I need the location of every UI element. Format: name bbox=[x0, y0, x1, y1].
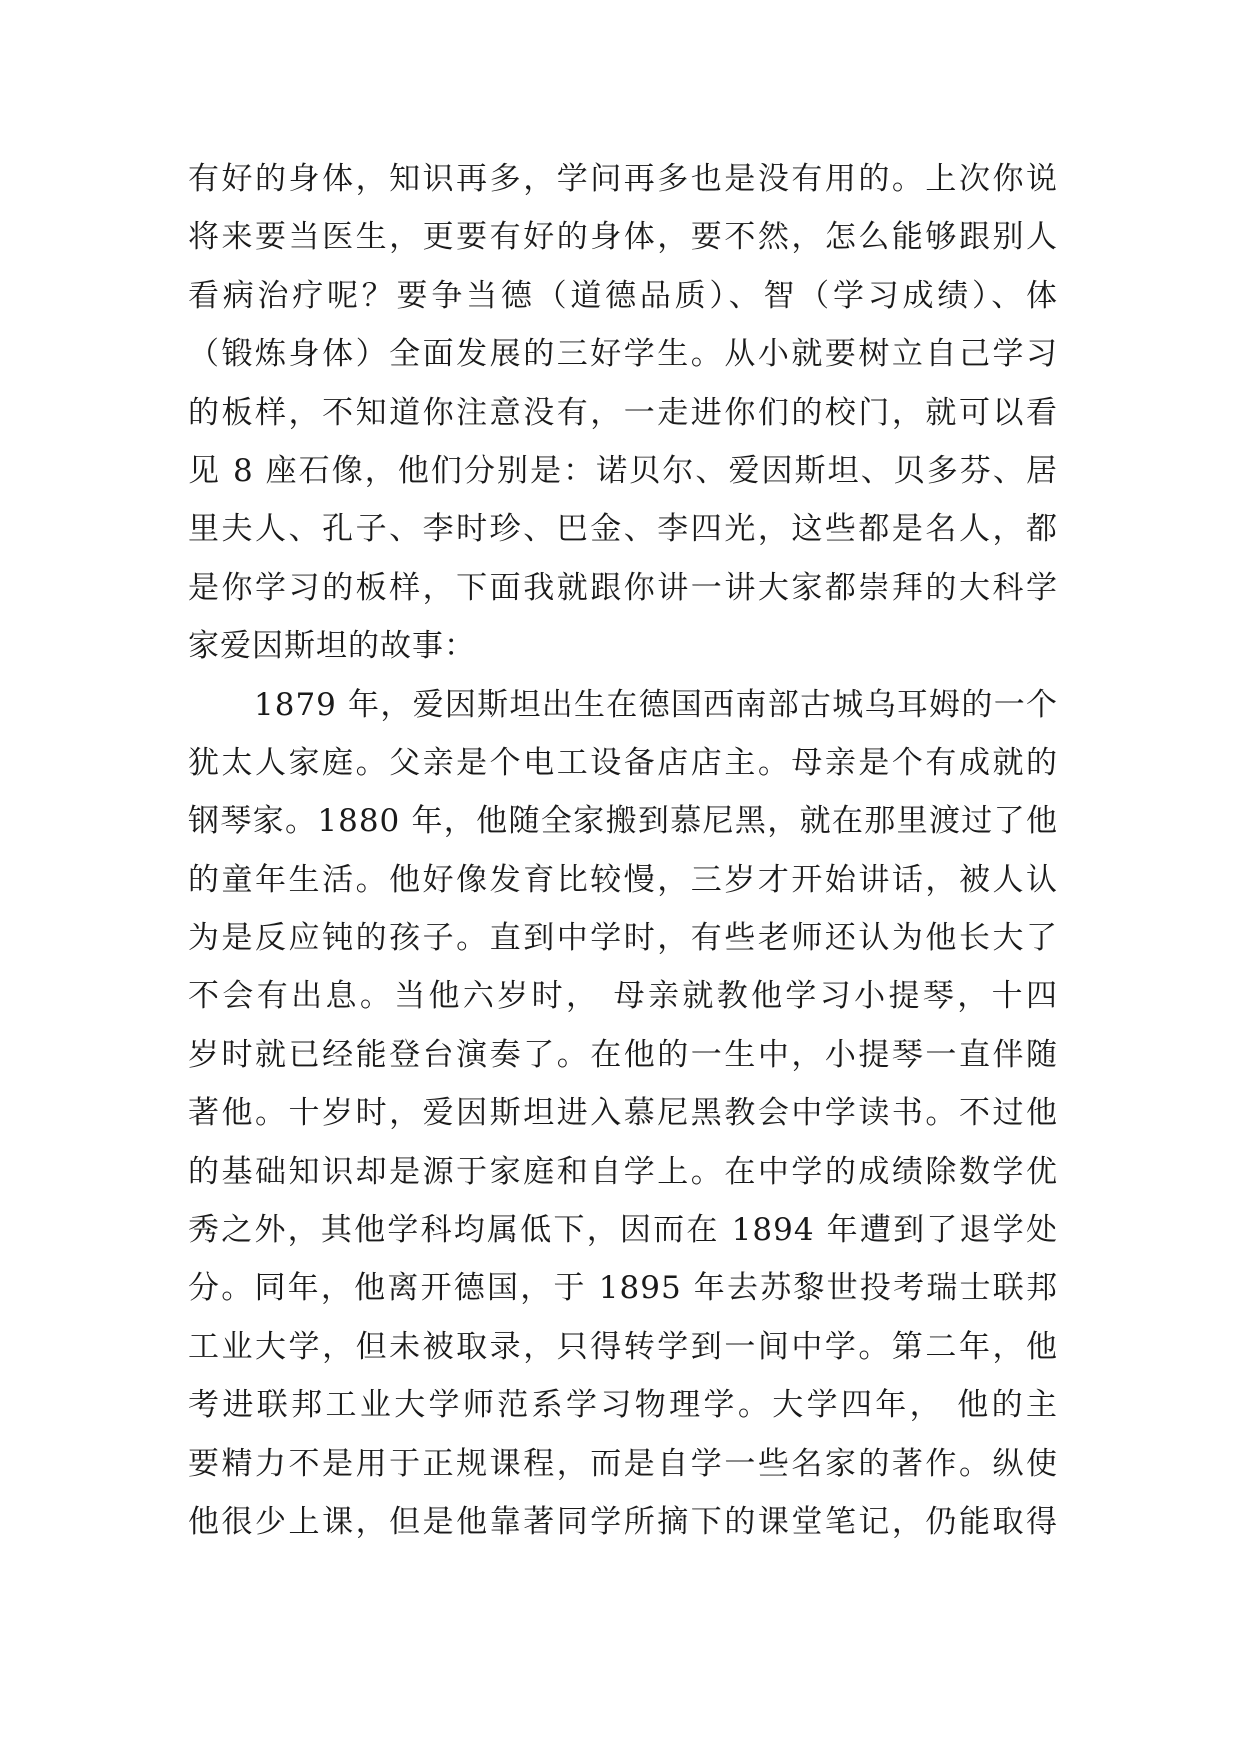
body-text bbox=[188, 150, 1058, 1551]
text-line: 钢琴家。1880 年，他随全家搬到慕尼黑，就在那里渡过了他 bbox=[188, 803, 1058, 840]
text-line: 是你学习的板样，下面我就跟你讲一讲大家都崇拜的大科学 bbox=[188, 569, 1058, 606]
text-line: 秀之外，其他学科均属低下，因而在 1894 年遭到了退学处 bbox=[188, 1212, 1058, 1249]
text-line: 岁时就已经能登台演奏了。在他的一生中，小提琴一直伴随 bbox=[188, 1036, 1058, 1073]
text-line: 将来要当医生，更要有好的身体，要不然，怎么能够跟别人 bbox=[188, 219, 1058, 256]
paragraph-first-line: 1879 年，爱因斯坦出生在德国西南部古城乌耳姆的一个 bbox=[254, 686, 1058, 723]
text-line: 犹太人家庭。父亲是个电工设备店店主。母亲是个有成就的 bbox=[188, 744, 1058, 781]
text-line: 的基础知识却是源于家庭和自学上。在中学的成绩除数学优 bbox=[188, 1153, 1058, 1190]
text-line: 考进联邦工业大学师范系学习物理学。大学四年， 他的主 bbox=[188, 1387, 1058, 1424]
text-line: 著他。十岁时，爱因斯坦进入慕尼黑教会中学读书。不过他 bbox=[188, 1095, 1058, 1132]
text-line: 家爱因斯坦的故事： bbox=[188, 628, 476, 665]
text-line: 他很少上课，但是他靠著同学所摘下的课堂笔记，仍能取得 bbox=[188, 1503, 1058, 1540]
text-line: （锻炼身体）全面发展的三好学生。从小就要树立自己学习 bbox=[188, 336, 1058, 373]
text-line: 里夫人、孔子、李时珍、巴金、李四光，这些都是名人，都 bbox=[188, 511, 1058, 548]
text-line: 的板样，不知道你注意没有，一走进你们的校门，就可以看 bbox=[188, 394, 1058, 431]
text-line: 分。同年，他离开德国，于 1895 年去苏黎世投考瑞士联邦 bbox=[188, 1270, 1058, 1307]
text-line: 工业大学，但未被取录，只得转学到一间中学。第二年，他 bbox=[188, 1328, 1058, 1365]
text-line: 有好的身体，知识再多，学问再多也是没有用的。上次你说 bbox=[188, 161, 1058, 197]
text-line: 的童年生活。他好像发育比较慢，三岁才开始讲话，被人认 bbox=[188, 861, 1058, 898]
text-line: 看病治疗呢？要争当德（道德品质）、智（学习成绩）、体 bbox=[188, 277, 1058, 314]
text-line: 不会有出息。当他六岁时， 母亲就教他学习小提琴，十四 bbox=[188, 978, 1058, 1015]
text-line: 见 8 座石像，他们分别是：诺贝尔、爱因斯坦、贝多芬、居 bbox=[188, 452, 1058, 489]
text-line: 为是反应钝的孩子。直到中学时，有些老师还认为他长大了 bbox=[188, 920, 1058, 957]
text-line: 要精力不是用于正规课程，而是自学一些名家的著作。纵使 bbox=[188, 1445, 1058, 1482]
